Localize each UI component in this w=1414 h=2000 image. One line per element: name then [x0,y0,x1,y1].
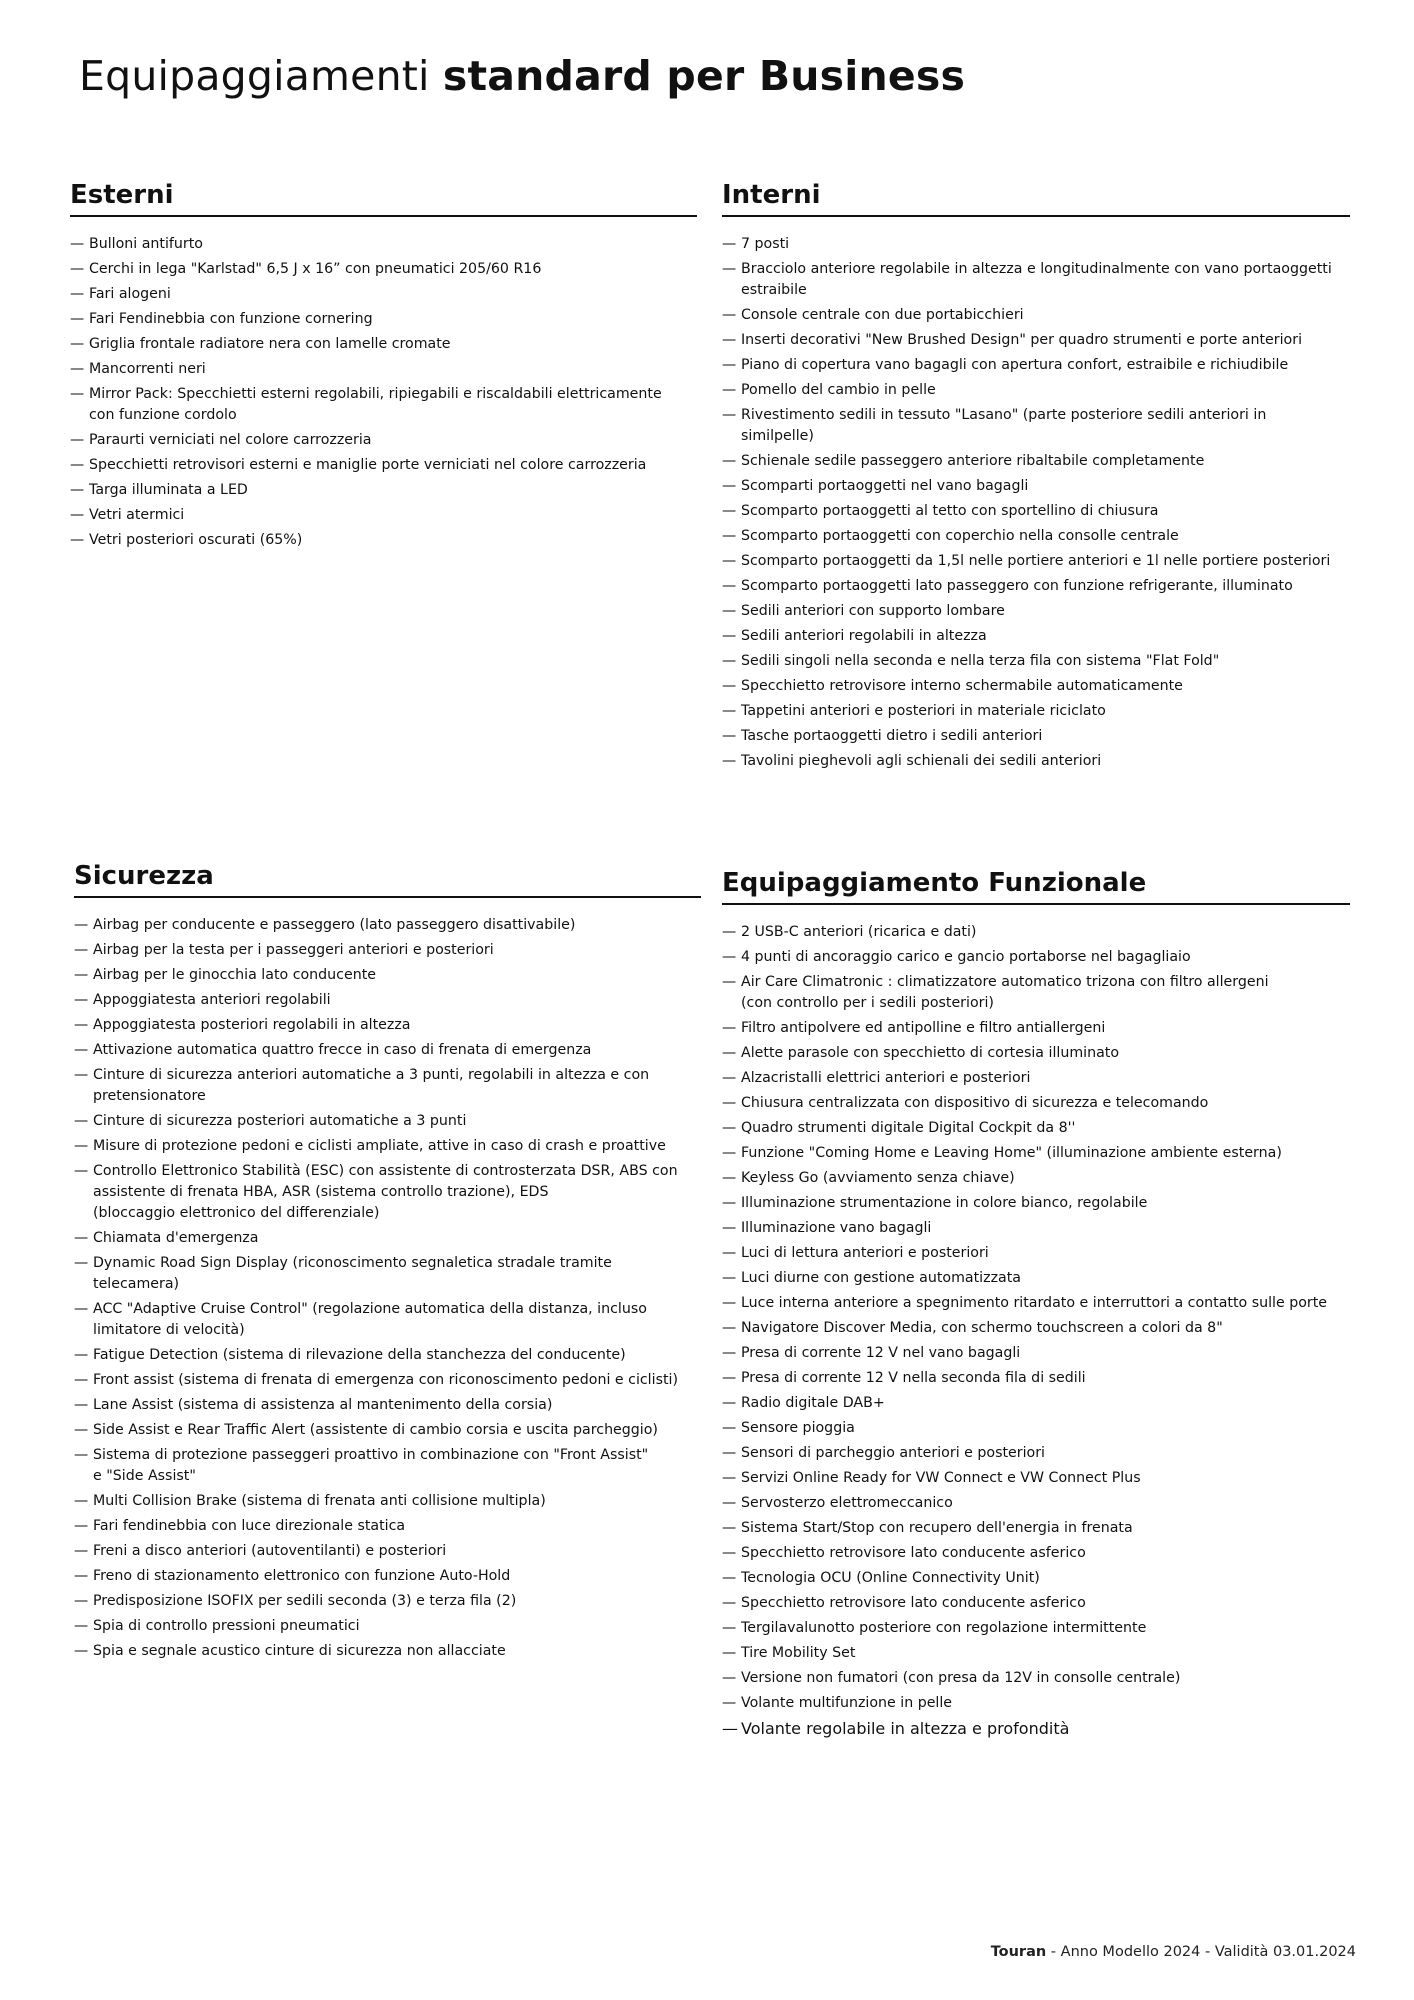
list-item: — Radio digitale DAB+ [722,1393,1350,1414]
list-sicurezza [74,915,701,1662]
list-item: — Tergilavalunotto posteriore con regolazione intermittente [722,1618,1350,1639]
list-item: — Illuminazione vano bagagli [722,1218,1350,1239]
list-item: — Specchietto retrovisore interno schermabile automaticamente [722,676,1350,697]
list-item: — Fatigue Detection (sistema di rilevazione della stanchezza del conducente) [74,1345,701,1366]
list-item: — Volante regolabile in altezza e profondità [722,1718,1350,1739]
list-item: — Piano di copertura vano bagagli con apertura confort, estraibile e richiudibile [722,355,1350,376]
list-item: — Griglia frontale radiatore nera con lamelle cromate [70,334,697,355]
section-heading-sicurezza: Sicurezza [74,859,701,898]
list-item: — Fari Fendinebbia con funzione cornering [70,309,697,330]
list-item: — Bracciolo anteriore regolabile in altezza e longitudinalmente con vano portaoggetti estraibile [722,259,1350,301]
list-item: — Paraurti verniciati nel colore carrozzeria [70,430,697,451]
list-item: — Targa illuminata a LED [70,480,697,501]
list-item: — Pomello del cambio in pelle [722,380,1350,401]
list-item: — Airbag per conducente e passeggero (lato passeggero disattivabile) [74,915,701,936]
list-item: — Luci diurne con gestione automatizzata [722,1268,1350,1289]
list-funzionale [722,922,1350,1739]
list-item: — Attivazione automatica quattro frecce in caso di frenata di emergenza [74,1040,701,1061]
list-item: — Alette parasole con specchietto di cortesia illuminato [722,1043,1350,1064]
list-item: — Sedili singoli nella seconda e nella terza fila con sistema "Flat Fold" [722,651,1350,672]
list-item: — Airbag per le ginocchia lato conducente [74,965,701,986]
section-sicurezza [74,859,701,1666]
list-item: — Appoggiatesta posteriori regolabili in altezza [74,1015,701,1036]
list-item: — Multi Collision Brake (sistema di frenata anti collisione multipla) [74,1491,701,1512]
footer-validity: - Anno Modello 2024 - Validità 03.01.2024 [1046,1944,1356,1960]
list-item: — Servizi Online Ready for VW Connect e VW Connect Plus [722,1468,1350,1489]
list-item: — Scomparto portaoggetti con coperchio nella consolle centrale [722,526,1350,547]
list-item: — 2 USB-C anteriori (ricarica e dati) [722,922,1350,943]
list-item: — Chiamata d'emergenza [74,1228,701,1249]
list-item: — Air Care Climatronic : climatizzatore automatico trizona con filtro allergeni (con controllo per i sedili posteriori) [722,972,1350,1014]
list-item: — Dynamic Road Sign Display (riconoscimento segnaletica stradale tramite telecamera) [74,1253,701,1295]
list-item: — Servosterzo elettromeccanico [722,1493,1350,1514]
list-item: — Scomparti portaoggetti nel vano bagagli [722,476,1350,497]
page-title-light: Equipaggiamenti [79,52,430,100]
list-item: — Mancorrenti neri [70,359,697,380]
list-item: — Spia di controllo pressioni pneumatici [74,1616,701,1637]
list-item: — Misure di protezione pedoni e ciclisti ampliate, attive in caso di crash e proattive [74,1136,701,1157]
list-item: — Scomparto portaoggetti lato passeggero con funzione refrigerante, illuminato [722,576,1350,597]
section-heading-esterni: Esterni [70,178,697,217]
list-item: — 4 punti di ancoraggio carico e gancio portaborse nel bagagliaio [722,947,1350,968]
list-item: — Alzacristalli elettrici anteriori e posteriori [722,1068,1350,1089]
list-item: — Sensore pioggia [722,1418,1350,1439]
list-item: — Inserti decorativi "New Brushed Design" per quadro strumenti e porte anteriori [722,330,1350,351]
list-item: — Filtro antipolvere ed antipolline e filtro antiallergeni [722,1018,1350,1039]
list-item: — Quadro strumenti digitale Digital Cockpit da 8'' [722,1118,1350,1139]
list-item: — Freno di stazionamento elettronico con funzione Auto-Hold [74,1566,701,1587]
list-item: — Tasche portaoggetti dietro i sedili anteriori [722,726,1350,747]
list-interni [722,234,1350,772]
list-item: — Presa di corrente 12 V nel vano bagagli [722,1343,1350,1364]
list-item: — Scomparto portaoggetti al tetto con sportellino di chiusura [722,501,1350,522]
list-item: — Volante multifunzione in pelle [722,1693,1350,1714]
list-item: — Side Assist e Rear Traffic Alert (assistente di cambio corsia e uscita parcheggio) [74,1420,701,1441]
section-interni [722,178,1350,776]
list-item: — Presa di corrente 12 V nella seconda fila di sedili [722,1368,1350,1389]
list-item: — Sensori di parcheggio anteriori e posteriori [722,1443,1350,1464]
list-item: — Specchietto retrovisore lato conducente asferico [722,1593,1350,1614]
list-item: — Cinture di sicurezza anteriori automatiche a 3 punti, regolabili in altezza e con pretensionatore [74,1065,701,1107]
footer [991,1944,1356,1960]
list-item: — 7 posti [722,234,1350,255]
list-item: — Rivestimento sedili in tessuto "Lasano" (parte posteriore sedili anteriori in similpelle) [722,405,1350,447]
list-item: — Predisposizione ISOFIX per sedili seconda (3) e terza fila (2) [74,1591,701,1612]
footer-model: Touran [990,1944,1047,1960]
list-item: — Specchietto retrovisore lato conducente asferico [722,1543,1350,1564]
list-item: — Sedili anteriori con supporto lombare [722,601,1350,622]
list-item: — Bulloni antifurto [70,234,697,255]
list-item: — Mirror Pack: Specchietti esterni regolabili, ripiegabili e riscaldabili elettricamente con funzione cordolo [70,384,697,426]
list-item: — Scomparto portaoggetti da 1,5l nelle portiere anteriori e 1l nelle portiere posteriori [722,551,1350,572]
list-item: — Cerchi in lega "Karlstad" 6,5 J x 16” con pneumatici 205/60 R16 [70,259,697,280]
list-item: — Sedili anteriori regolabili in altezza [722,626,1350,647]
list-item: — Schienale sedile passeggero anteriore ribaltabile completamente [722,451,1350,472]
list-item: — Cinture di sicurezza posteriori automatiche a 3 punti [74,1111,701,1132]
list-item: — Tavolini pieghevoli agli schienali dei sedili anteriori [722,751,1350,772]
list-item: — Tappetini anteriori e posteriori in materiale riciclato [722,701,1350,722]
list-item: — Navigatore Discover Media, con schermo touchscreen a colori da 8" [722,1318,1350,1339]
list-item: — Console centrale con due portabicchieri [722,305,1350,326]
list-item: — Front assist (sistema di frenata di emergenza con riconoscimento pedoni e ciclisti) [74,1370,701,1391]
list-item: — Keyless Go (avviamento senza chiave) [722,1168,1350,1189]
list-item: — Freni a disco anteriori (autoventilanti) e posteriori [74,1541,701,1562]
list-item: — Controllo Elettronico Stabilità (ESC) con assistente di controsterzata DSR, ABS con assistente di frenata HBA, ASR (sistema controllo trazione), EDS (bloccaggio elettronico del differenziale) [74,1161,701,1224]
list-item: — Spia e segnale acustico cinture di sicurezza non allacciate [74,1641,701,1662]
list-item: — Chiusura centralizzata con dispositivo di sicurezza e telecomando [722,1093,1350,1114]
list-item: — Funzione "Coming Home e Leaving Home" (illuminazione ambiente esterna) [722,1143,1350,1164]
page-title-bold: standard per Business [442,52,966,100]
list-item: — Specchietti retrovisori esterni e maniglie porte verniciati nel colore carrozzeria [70,455,697,476]
list-item: — Luce interna anteriore a spegnimento ritardato e interruttori a contatto sulle porte [722,1293,1350,1314]
list-item: — Fari fendinebbia con luce direzionale statica [74,1516,701,1537]
list-item: — Illuminazione strumentazione in colore bianco, regolabile [722,1193,1350,1214]
list-item: — Luci di lettura anteriori e posteriori [722,1243,1350,1264]
list-item: — Fari alogeni [70,284,697,305]
list-item: — Lane Assist (sistema di assistenza al mantenimento della corsia) [74,1395,701,1416]
list-item: — Versione non fumatori (con presa da 12V in consolle centrale) [722,1668,1350,1689]
section-esterni [70,178,697,555]
page-title [79,52,965,100]
list-item: — ACC "Adaptive Cruise Control" (regolazione automatica della distanza, incluso limitatore di velocità) [74,1299,701,1341]
list-item: — Tecnologia OCU (Online Connectivity Unit) [722,1568,1350,1589]
section-heading-funzionale: Equipaggiamento Funzionale [722,866,1350,905]
list-item: — Sistema Start/Stop con recupero dell'energia in frenata [722,1518,1350,1539]
list-item: — Airbag per la testa per i passeggeri anteriori e posteriori [74,940,701,961]
section-heading-interni: Interni [722,178,1350,217]
list-item: — Appoggiatesta anteriori regolabili [74,990,701,1011]
list-esterni [70,234,697,551]
section-funzionale [722,866,1350,1743]
list-item: — Vetri atermici [70,505,697,526]
list-item: — Sistema di protezione passeggeri proattivo in combinazione con "Front Assist" e "Side Assist" [74,1445,701,1487]
list-item: — Tire Mobility Set [722,1643,1350,1664]
list-item: — Vetri posteriori oscurati (65%) [70,530,697,551]
